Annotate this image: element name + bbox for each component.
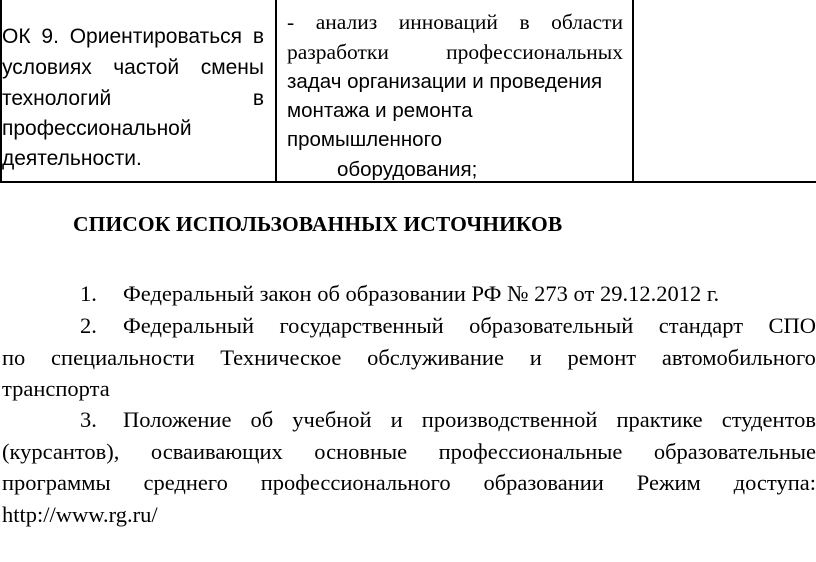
word: технологий [2,87,112,110]
word: Ориентироваться [69,25,243,48]
word: условиях [2,56,92,79]
word: студентов [721,407,816,432]
word: СПО [768,313,816,338]
word: производственной [421,407,598,432]
word: обслуживание [367,345,504,370]
word: образовательные [653,439,816,464]
word: ремонт [567,345,637,370]
reference-2-number: 2. [80,313,97,338]
word: в [252,87,264,110]
activity-line-2 [287,37,623,67]
activity-line-5: промышленного [287,128,443,151]
reference-1-number: 1. [80,281,97,306]
word: и [390,407,403,432]
word: практике [616,407,703,432]
activity-line-3: задач организации и проведения [287,70,603,93]
reference-3-number: 3. [80,407,97,432]
word: государственный [279,313,444,338]
reference-3-link[interactable]: http://www.rg.ru/ [2,502,158,527]
word: профессионального [260,470,451,495]
reference-2-line-1 [123,310,816,342]
word: профессиональные [438,439,623,464]
word: разработки [287,40,389,64]
word: специальности [51,345,195,370]
word: в [519,10,530,34]
competency-line-3 [2,83,264,114]
word: стандарт [658,313,744,338]
competency-line-4: профессиональной [2,117,192,140]
word: и [529,345,542,370]
word: среднего [143,470,228,495]
word: инноваций [398,10,498,34]
word: об [250,407,274,432]
word: 9. [41,25,59,48]
word: по [2,345,26,370]
reference-1-text: Федеральный закон об образовании РФ № 273 от 29.12.2012 г. [123,281,720,306]
word: в [252,25,264,48]
word: ОК [2,25,31,48]
word: Положение [123,407,232,432]
competency-line-1 [2,21,264,52]
word: Федеральный [123,313,255,338]
empty-cell [632,0,816,183]
activity-line-6: оборудования; [337,158,478,181]
word: Техническое [220,345,342,370]
word: осваивающих [150,439,283,464]
word: доступа: [733,470,816,495]
reference-2-line-2 [2,342,816,374]
word: учебной [292,407,372,432]
word: программы [2,470,111,495]
word: образовании [483,470,604,495]
word: автомобильного [661,345,816,370]
activity-line-1 [287,7,623,37]
word: основные [314,439,408,464]
competency-line-5: деятельности. [2,147,142,170]
word: образовательный [469,313,634,338]
word: Режим [636,470,701,495]
word: анализ [315,10,378,34]
word: - [287,10,295,34]
competency-line-2 [2,52,264,83]
word: профессиональных [446,40,623,64]
reference-3-line-2 [2,436,816,468]
reference-2-line-3: транспорта [2,376,110,401]
word: (курсантов), [2,439,120,464]
activity-line-4: монтажа и ремонта [287,99,473,122]
word: смены [200,56,264,79]
reference-3-line-3 [2,467,816,499]
word: частой [113,56,180,79]
word: области [551,10,623,34]
reference-3-line-1 [123,404,816,436]
references-heading: СПИСОК ИСПОЛЬЗОВАННЫХ ИСТОЧНИКОВ [73,212,563,236]
